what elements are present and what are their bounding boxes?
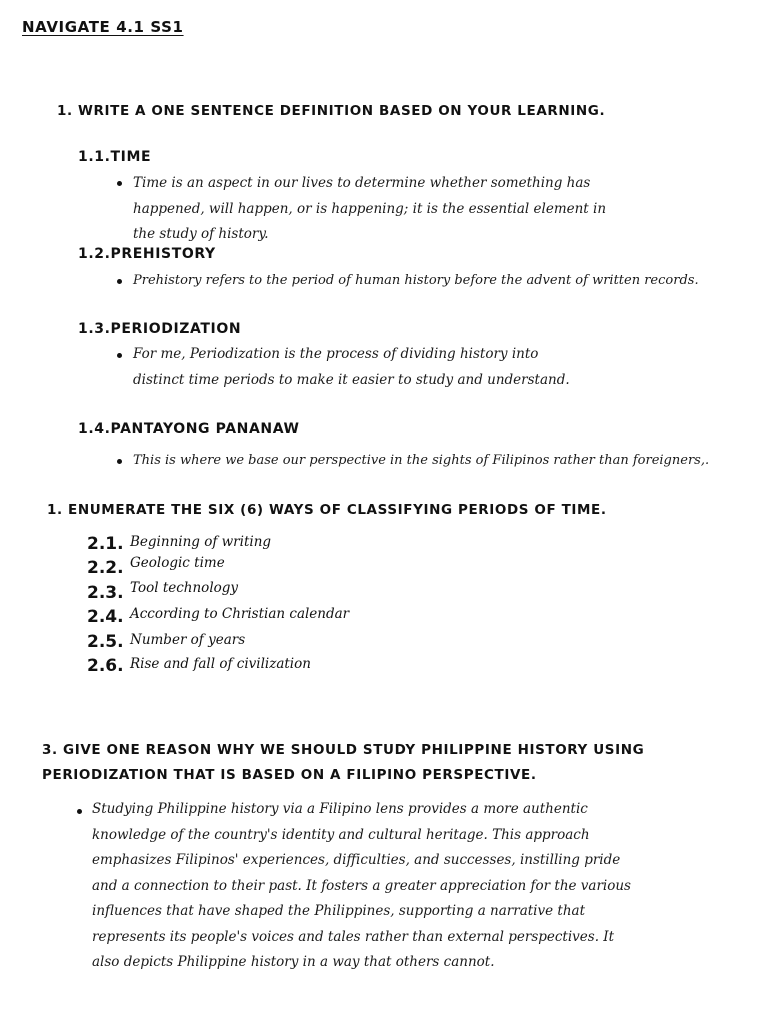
item-1-1-definition: Time is an aspect in our lives to determine whether something has happened, will happen, or is happening; it is the essential element in the study of history. <box>133 175 607 242</box>
list-number: 2.3. <box>87 583 124 603</box>
list-item: According to Christian calendar <box>130 606 350 622</box>
list-item: Number of years <box>130 632 246 648</box>
list-item: Geologic time <box>130 555 225 571</box>
list-number: 2.1. <box>87 534 124 554</box>
document-title: NAVIGATE 4.1 SS1 <box>22 18 184 36</box>
item-1-3-definition: For me, Periodization is the process of dividing history into distinct time periods to make it easier to study and understand. <box>133 346 570 388</box>
list-number: 2.4. <box>87 607 124 627</box>
question-3-heading-line-2: PERIODIZATION THAT IS BASED ON A FILIPINO PERSPECTIVE. <box>42 767 537 783</box>
list-item: Rise and fall of civilization <box>130 656 311 672</box>
list-item: Beginning of writing <box>130 534 272 550</box>
list-number: 2.5. <box>87 632 124 652</box>
item-1-4-definition: This is where we base our perspective in the sights of Filipinos rather than foreigners,. <box>133 453 710 468</box>
bullet <box>117 459 122 464</box>
bullet <box>117 279 122 284</box>
question-1-heading: 1. WRITE A ONE SENTENCE DEFINITION BASED ON YOUR LEARNING. <box>57 103 606 119</box>
bullet <box>117 353 122 358</box>
question-3-answer: Studying Philippine history via a Filipino lens provides a more authentic knowledge of the country's identity and cultural heritage. This approach emphasizes Filipinos' experiences, difficulties, and successes, instilling pride and a connection to their past. It fosters a greater appreciation for the various influences that have shaped the Philippines, supporting a narrative that represents its people's voices and tales rather than external perspectives. It also depicts Philippine history in a way that others cannot. <box>92 801 631 970</box>
bullet <box>77 809 82 814</box>
item-1-2-title: 1.2.PREHISTORY <box>78 246 216 262</box>
question-3-heading-line-1: 3. GIVE ONE REASON WHY WE SHOULD STUDY PHILIPPINE HISTORY USING <box>42 742 645 758</box>
item-1-1-title: 1.1.TIME <box>78 149 152 165</box>
bullet <box>117 181 122 186</box>
list-number: 2.2. <box>87 558 124 578</box>
list-number: 2.6. <box>87 656 124 676</box>
question-2-heading: 1. ENUMERATE THE SIX (6) WAYS OF CLASSIFYING PERIODS OF TIME. <box>47 502 607 518</box>
item-1-2-definition: Prehistory refers to the period of human history before the advent of written records. <box>133 273 699 288</box>
list-item: Tool technology <box>130 580 239 596</box>
item-1-4-title: 1.4.PANTAYONG PANANAW <box>78 421 300 437</box>
item-1-3-title: 1.3.PERIODIZATION <box>78 321 242 337</box>
